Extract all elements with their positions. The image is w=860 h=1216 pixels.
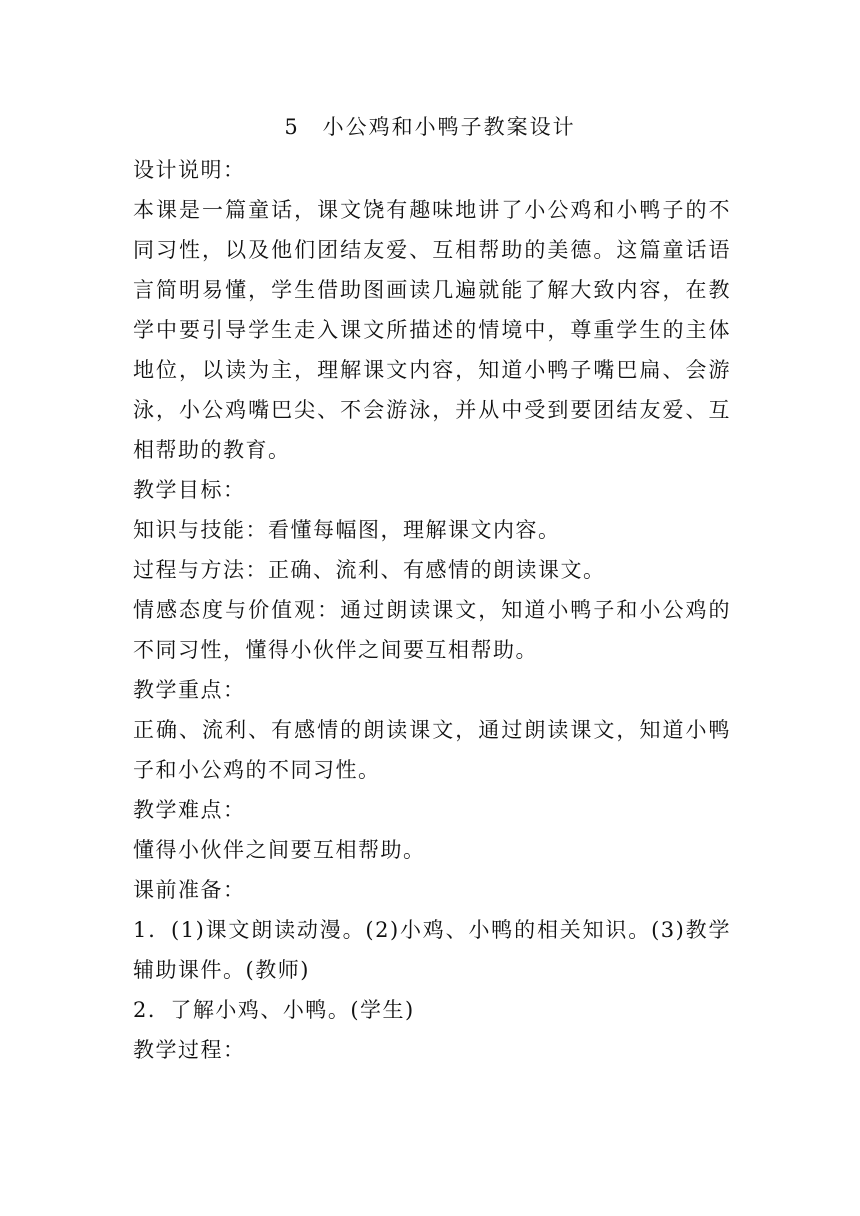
document-title: 5 小公鸡和小鸭子教案设计: [284, 115, 576, 139]
heading-difficulties: 教学难点：: [133, 798, 246, 822]
paragraph-key-points: 正确、流利、有感情的朗读课文，通过朗读课文，知道小鸭子和小公鸡的不同习性。: [133, 718, 731, 782]
preparation-item-student: 2．了解小鸡、小鸭。(学生): [133, 998, 415, 1022]
document-body: [133, 150, 731, 1070]
heading-key-points: 教学重点：: [133, 678, 246, 702]
goal-knowledge-skills: 知识与技能：看懂每幅图，理解课文内容。: [133, 518, 561, 542]
goal-process-methods: 过程与方法：正确、流利、有感情的朗读课文。: [133, 558, 606, 582]
heading-teaching-process: 教学过程：: [133, 1038, 246, 1062]
paragraph-difficulties: 懂得小伙伴之间要互相帮助。: [133, 838, 426, 862]
preparation-item-teacher: 1．(1)课文朗读动漫。(2)小鸡、小鸭的相关知识。(3)教学辅助课件。(教师): [133, 918, 731, 982]
paragraph-design-notes: 本课是一篇童话，课文饶有趣味地讲了小公鸡和小鸭子的不同习性，以及他们团结友爱、互相帮助的美德。这篇童话语言简明易懂，学生借助图画读几遍就能了解大致内容，在教学中要引导学生走入课文所描述的情境中，尊重学生的主体地位，以读为主，理解课文内容，知道小鸭子嘴巴扁、会游泳，小公鸡嘴巴尖、不会游泳，并从中受到要团结友爱、互相帮助的教育。: [133, 198, 731, 462]
heading-design-notes: 设计说明：: [133, 158, 246, 182]
goal-emotional-attitude: 情感态度与价值观：通过朗读课文，知道小鸭子和小公鸡的不同习性，懂得小伙伴之间要互相帮助。: [133, 598, 731, 662]
heading-teaching-goals: 教学目标：: [133, 478, 246, 502]
heading-preparation: 课前准备：: [133, 878, 246, 902]
